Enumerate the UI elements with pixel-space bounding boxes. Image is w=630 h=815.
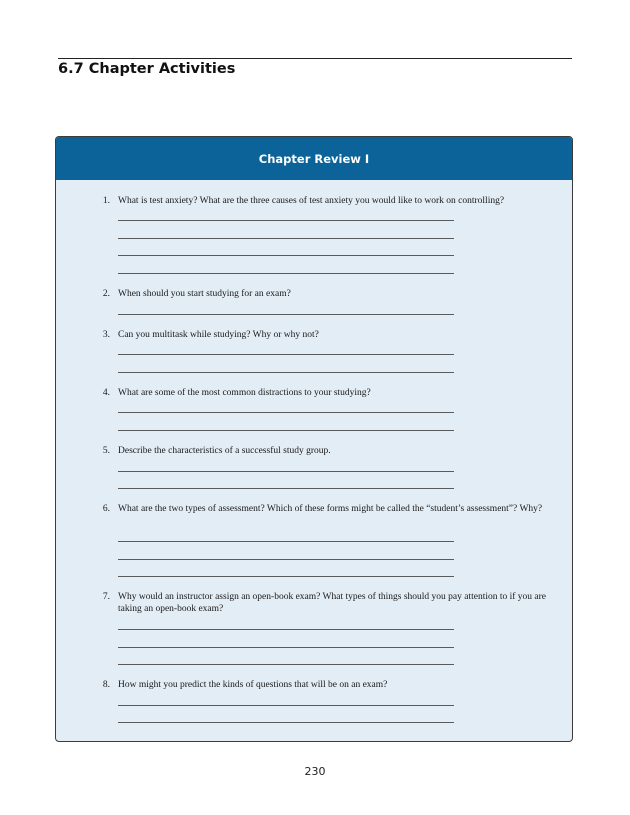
question-number: 7. bbox=[102, 592, 110, 602]
top-divider bbox=[58, 58, 572, 59]
answer-line[interactable] bbox=[118, 722, 454, 723]
question-number: 5. bbox=[102, 446, 110, 456]
question-text: What are the two types of assessment? Which of these forms might be called the “student’s assessment”? Why? bbox=[118, 504, 543, 514]
answer-line[interactable] bbox=[118, 576, 454, 577]
answer-line[interactable] bbox=[118, 629, 454, 630]
question-number: 4. bbox=[102, 388, 110, 398]
answer-line[interactable] bbox=[118, 354, 454, 355]
question-text: How might you predict the kinds of questions that will be on an exam? bbox=[118, 680, 388, 690]
answer-line[interactable] bbox=[118, 488, 454, 489]
question-number: 2. bbox=[102, 289, 110, 299]
answer-line[interactable] bbox=[118, 647, 454, 648]
answer-line[interactable] bbox=[118, 238, 454, 239]
question-text: Why would an instructor assign an open-book exam? What types of things should you pay attention to if you are taking an open-book exam? bbox=[118, 592, 547, 614]
answer-line[interactable] bbox=[118, 220, 454, 221]
answer-line[interactable] bbox=[118, 255, 454, 256]
question-text: When should you start studying for an exam? bbox=[118, 289, 291, 299]
question-text: What are some of the most common distractions to your studying? bbox=[118, 388, 371, 398]
answer-line[interactable] bbox=[118, 559, 454, 560]
chapter-review-box bbox=[55, 136, 573, 742]
question-number: 6. bbox=[102, 504, 110, 514]
answer-line[interactable] bbox=[118, 430, 454, 431]
answer-line[interactable] bbox=[118, 705, 454, 706]
answer-line[interactable] bbox=[118, 664, 454, 665]
question-number: 8. bbox=[102, 680, 110, 690]
question-text: Can you multitask while studying? Why or why not? bbox=[118, 330, 319, 340]
question-text: What is test anxiety? What are the three causes of test anxiety you would like to work on controlling? bbox=[118, 196, 505, 206]
question-text: Describe the characteristics of a successful study group. bbox=[118, 446, 331, 456]
answer-line[interactable] bbox=[118, 314, 454, 315]
question-number: 3. bbox=[102, 330, 110, 340]
page-number: 230 bbox=[304, 765, 326, 778]
answer-line[interactable] bbox=[118, 471, 454, 472]
review-header: Chapter Review I bbox=[56, 137, 572, 180]
answer-line[interactable] bbox=[118, 372, 454, 373]
answer-line[interactable] bbox=[118, 273, 454, 274]
question-number: 1. bbox=[102, 196, 110, 206]
answer-line[interactable] bbox=[118, 541, 454, 542]
section-title: 6.7 Chapter Activities bbox=[58, 61, 236, 77]
answer-line[interactable] bbox=[118, 412, 454, 413]
